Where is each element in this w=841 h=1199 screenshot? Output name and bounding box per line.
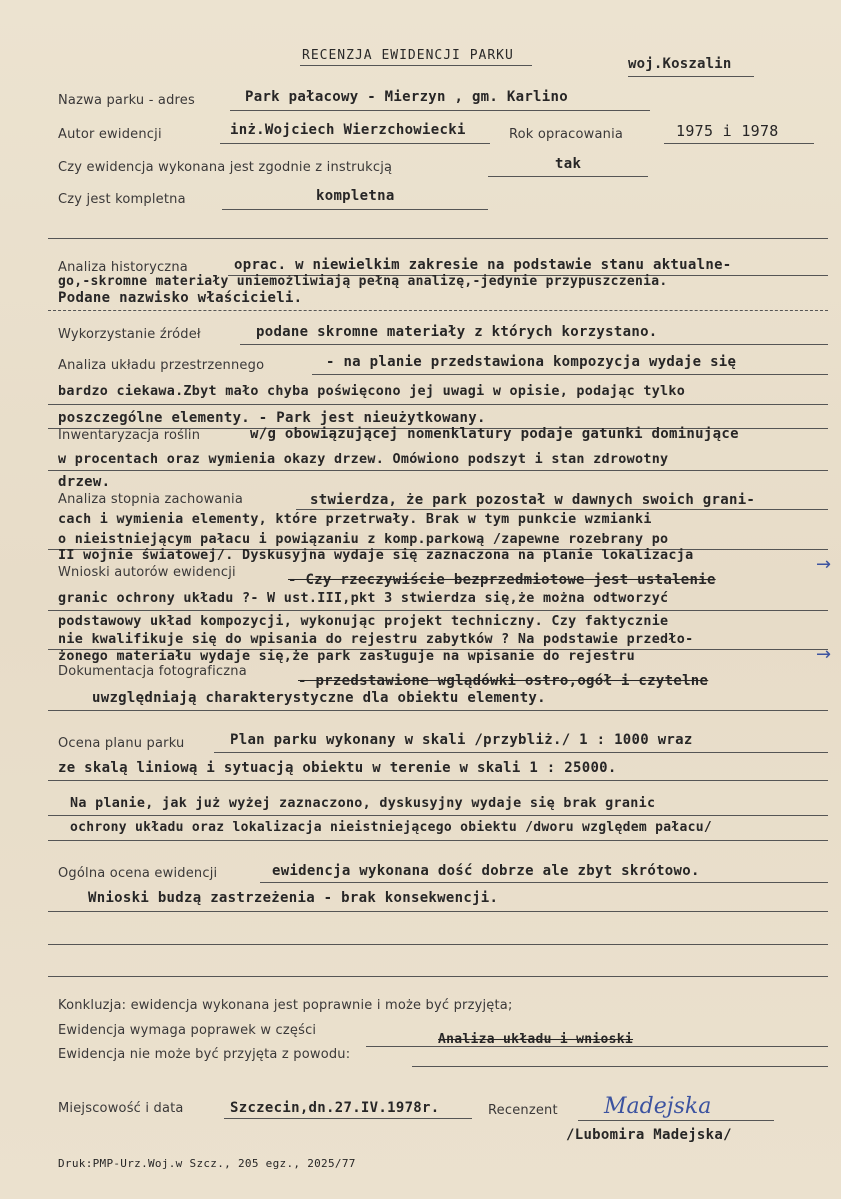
- historical-line-2: go,-skromne materiały uniemożliwiają pełną analizę,-jedynie przypuszczenia.: [58, 274, 668, 289]
- print-info: Druk:PMP-Urz.Woj.w Szcz., 205 egz., 2025/77: [58, 1157, 356, 1170]
- overall-line-1: ewidencja wykonana dość dobrze ale zbyt skrótowo.: [272, 863, 700, 879]
- photo-line-1: - przedstawione wglądówki ostro,ogół i czytelne: [298, 673, 709, 689]
- title-underline: [300, 65, 532, 66]
- overall-underline-2: [48, 911, 828, 912]
- reviewer-label: Recenzent: [488, 1103, 558, 1118]
- sources-label: Wykorzystanie źródeł: [58, 327, 201, 342]
- overall-line-2: Wnioski budzą zastrzeżenia - brak konsekwencji.: [88, 890, 499, 906]
- historical-line-3: Podane nazwisko właścicieli.: [58, 290, 303, 306]
- blank-line-1: [48, 944, 828, 945]
- author-line: [220, 143, 490, 144]
- spatial-underline-2: [48, 404, 828, 405]
- photo-label: Dokumentacja fotograficzna: [58, 664, 247, 679]
- spatial-underline-1: [312, 374, 828, 375]
- year-line: [664, 143, 814, 144]
- conclusion-partial-value: Analiza układu i wnioski: [438, 1032, 634, 1047]
- park-name-line: [230, 110, 650, 111]
- place-date-value: Szczecin,dn.27.IV.1978r.: [230, 1100, 440, 1116]
- historical-label: Analiza historyczna: [58, 260, 188, 275]
- blank-line-2: [48, 976, 828, 977]
- reviewer-signature: Madejska: [604, 1094, 712, 1119]
- conclusions-line-4: nie kwalifikuje się do wpisania do rejestru zabytków ? Na podstawie przedło-: [58, 632, 694, 647]
- conclusion-line-3-underline: [412, 1066, 828, 1067]
- plan-underline-2: [48, 780, 828, 781]
- plan-line-2: ze skalą liniową i sytuacją obiektu w terenie w skali 1 : 25000.: [58, 760, 617, 776]
- year-label: Rok opracowania: [509, 127, 624, 142]
- complete-line: [222, 209, 488, 210]
- plan-underline-3: [48, 815, 828, 816]
- overall-underline-1: [260, 882, 828, 883]
- plan-line-4: ochrony układu oraz lokalizacja nieistniejącego obiektu /dworu względem pałacu/: [70, 820, 713, 835]
- instruction-label: Czy ewidencja wykonana jest zgodnie z instrukcją: [58, 160, 393, 175]
- spatial-line-3: poszczególne elementy. - Park jest nieużytkowany.: [58, 410, 486, 426]
- plan-underline-1: [214, 752, 828, 753]
- conclusion-line-2-underline: [366, 1046, 828, 1047]
- conclusions-line-1: - Czy rzeczywiście bezprzedmiotowe jest ustalenie: [288, 572, 716, 588]
- conclusions-line-2: granic ochrony układu ?- W ust.III,pkt 3 stwierdza się,że można odtworzyć: [58, 591, 669, 606]
- preservation-line-2: cach i wymienia elementy, które przetrwały. Brak w tym punkcie wzmianki: [58, 512, 652, 527]
- document-title: RECENZJA EWIDENCJI PARKU: [302, 48, 514, 63]
- sources-value: podane skromne materiały z których korzystano.: [256, 324, 658, 340]
- inventory-label: Inwentaryzacja roślin: [58, 428, 201, 443]
- margin-arrow-icon: →: [816, 554, 832, 575]
- conclusions-underline-2: [48, 610, 828, 611]
- spatial-line-1: - na planie przedstawiona kompozycja wydaje się: [326, 354, 737, 370]
- author-value: inż.Wojciech Wierzchowiecki: [230, 122, 466, 138]
- plan-line-3: Na planie, jak już wyżej zaznaczono, dyskusyjny wydaje się brak granic: [70, 796, 656, 811]
- inventory-underline-2: [48, 470, 828, 471]
- inventory-line-2: w procentach oraz wymienia okazy drzew. Omówiono podszyt i stan zdrowotny: [58, 452, 669, 467]
- inventory-line-1: w/g obowiązującej nomenklatury podaje gatunki dominujące: [250, 426, 739, 442]
- park-name-label: Nazwa parku - adres: [58, 93, 195, 108]
- preservation-line-3: o nieistniejącym pałacu i powiązaniu z komp.parkową /zapewne rozebrany po: [58, 532, 669, 547]
- historical-underline-2: [48, 310, 828, 311]
- spatial-line-2: bardzo ciekawa.Zbyt mało chyba poświęcono jej uwagi w opisie, podając tylko: [58, 384, 686, 399]
- inventory-line-3: drzew.: [58, 474, 111, 490]
- spatial-label: Analiza układu przestrzennego: [58, 358, 265, 373]
- region-underline: [628, 76, 754, 77]
- historical-line-1: oprac. w niewielkim zakresie na podstawie stanu aktualne-: [234, 257, 732, 273]
- instruction-value: tak: [555, 156, 582, 172]
- conclusions-line-3: podstawowy układ kompozycji, wykonując projekt techniczny. Czy faktycznie: [58, 614, 669, 629]
- sources-line: [240, 344, 828, 345]
- section-divider-1: [48, 238, 828, 239]
- park-name-value: Park pałacowy - Mierzyn , gm. Karlino: [245, 89, 568, 105]
- place-date-line: [224, 1118, 472, 1119]
- instruction-line: [488, 176, 648, 177]
- photo-underline-2: [48, 710, 828, 711]
- conclusions-line-5: żonego materiału wydaje się,że park zasługuje na wpisanie do rejestru: [58, 649, 635, 664]
- preservation-line-1: stwierdza, że park pozostał w dawnych swoich grani-: [310, 492, 756, 508]
- region-label: woj.Koszalin: [628, 56, 732, 72]
- year-value: 1975 i 1978: [676, 122, 779, 140]
- complete-label: Czy jest kompletna: [58, 192, 186, 207]
- conclusion-line-2: Ewidencja wymaga poprawek w części: [58, 1023, 317, 1038]
- preservation-line-4: II wojnie światowej/. Dyskusyjna wydaje się zaznaczona na planie lokalizacja: [58, 548, 694, 563]
- place-date-label: Miejscowość i data: [58, 1101, 184, 1116]
- overall-label: Ogólna ocena ewidencji: [58, 866, 218, 881]
- complete-value: kompletna: [316, 188, 395, 204]
- conclusion-line-1: Konkluzja: ewidencja wykonana jest poprawnie i może być przyjęta;: [58, 998, 513, 1013]
- plan-line-1: Plan parku wykonany w skali /przybliż./ 1 : 1000 wraz: [230, 732, 693, 748]
- reviewer-name: /Lubomira Madejska/: [566, 1127, 732, 1143]
- signature-line: [578, 1120, 774, 1121]
- margin-arrow-2-icon: →: [816, 644, 832, 665]
- plan-underline-4: [48, 840, 828, 841]
- plan-label: Ocena planu parku: [58, 736, 185, 751]
- authors-conclusions-label: Wnioski autorów ewidencji: [58, 565, 236, 580]
- conclusion-line-3: Ewidencja nie może być przyjęta z powodu:: [58, 1047, 351, 1062]
- preservation-label: Analiza stopnia zachowania: [58, 492, 244, 507]
- photo-line-2: uwzględniają charakterystyczne dla obiektu elementy.: [92, 690, 546, 706]
- preservation-underline-1: [296, 509, 828, 510]
- author-label: Autor ewidencji: [58, 127, 162, 142]
